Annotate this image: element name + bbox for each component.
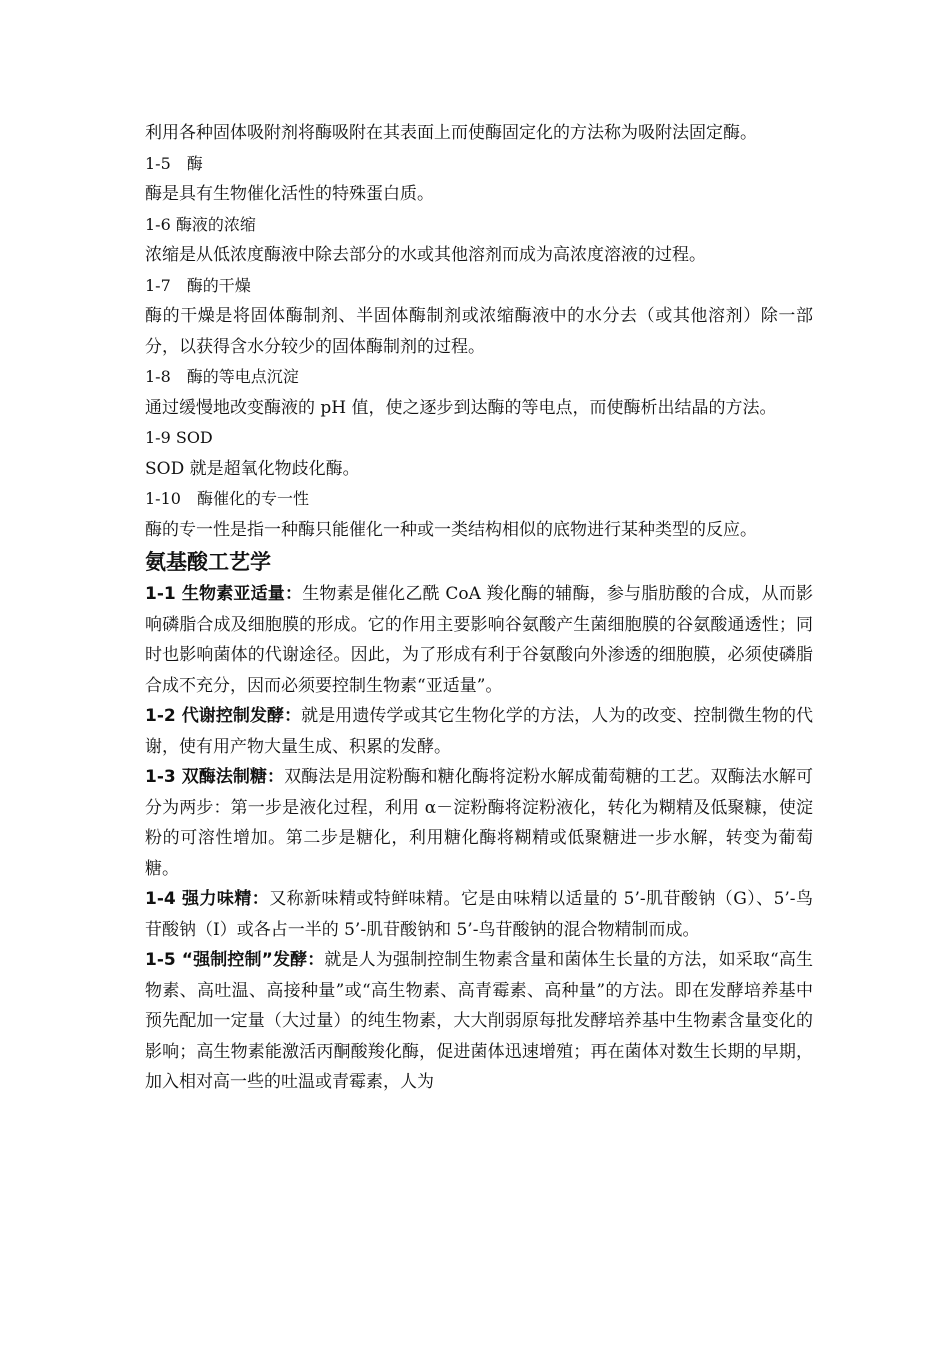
- section-item-1-5: [145, 945, 813, 1098]
- section-item-1-2: [145, 701, 813, 762]
- term-text: 就是用遗传学或其它生物化学的方法，人为的改变、控制微生物的代谢，使有用产物大量生成、积累的发酵。: [145, 706, 814, 757]
- entry-1-6: [145, 210, 813, 271]
- section-item-1-3: [145, 762, 813, 884]
- term-label: 1-4 强力味精：: [145, 889, 270, 909]
- entry-definition: 通过缓慢地改变酶液的 pH 值，使之逐步到达酶的等电点，而使酶析出结晶的方法。: [145, 397, 777, 418]
- term-text: 双酶法是用淀粉酶和糖化酶将淀粉水解成葡萄糖的工艺。双酶法水解可分为两步：第一步是液化过程，利用 α－淀粉酶将淀粉液化，转化为糊精及低聚糠，使淀粉的可溶性增加。第二步是糖化，利用糖化酶将糊精或低聚糖进一步水解，转变为葡萄糖。: [145, 767, 813, 879]
- section-item-1-4: [145, 884, 813, 945]
- entry-1-9: [145, 423, 813, 484]
- term-text: 就是人为强制控制生物素含量和菌体生长量的方法，如采取“高生物素、高吐温、高接种量”或“高生物素、高青霉素、高种量”的方法。即在发酵培养基中预先配加一定量（大过量）的纯生物素，大大削弱原每批发酵培养基中生物素含量变化的影响；高生物素能激活丙酮酸羧化酶，促进菌体迅速增殖；再在菌体对数生长期的早期，加入相对高一些的吐温或青霉素，人为: [145, 950, 813, 1092]
- entry-definition: 酶是具有生物催化活性的特殊蛋白质。: [145, 184, 434, 204]
- term-label: 1-3 双酶法制糖：: [145, 767, 285, 787]
- entry-1-7: [145, 271, 813, 363]
- section-title: 氨基酸工艺学: [145, 550, 271, 574]
- term-label: 1-2 代谢控制发酵：: [145, 706, 302, 726]
- term-text: 又称新味精或特鲜味精。它是由味精以适量的 5’-肌苷酸钠（G）、5’-鸟苷酸钠（I）或各占一半的 5’-肌苷酸钠和 5’-鸟苷酸钠的混合物精制而成。: [145, 889, 813, 940]
- entry-label: 1-6 酶液的浓缩: [145, 214, 256, 234]
- entry-label: 1-8 酶的等电点沉淀: [145, 367, 299, 386]
- entry-label: 1-9 SOD: [145, 428, 213, 447]
- entry-label: 1-7 酶的干燥: [145, 275, 251, 295]
- entry-definition: 浓缩是从低浓度酶液中除去部分的水或其他溶剂而成为高浓度溶液的过程。: [145, 245, 706, 265]
- term-text: 生物素是催化乙酰 CoA 羧化酶的辅酶，参与脂肪酸的合成，从而影响磷脂合成及细胞膜的形成。它的作用主要影响谷氨酸产生菌细胞膜的谷氨酸通透性；同时也影响菌体的代谢途径。因此，为了形成有利于谷氨酸向外渗透的细胞膜，必须使磷脂合成不充分，因而必须要控制生物素“亚适量”。: [145, 584, 813, 696]
- entry-1-8: [145, 362, 813, 423]
- term-label: 1-1 生物素亚适量：: [145, 584, 303, 604]
- entry-label: 1-10 酶催化的专一性: [145, 489, 309, 508]
- entry-1-5: [145, 149, 813, 210]
- document-page: [145, 118, 813, 1098]
- entry-definition: SOD 就是超氧化物歧化酶。: [145, 458, 360, 479]
- entry-label: 1-5 酶: [145, 153, 203, 173]
- section-item-1-1: [145, 579, 813, 701]
- intro-paragraph: 利用各种固体吸附剂将酶吸附在其表面上而使酶固定化的方法称为吸附法固定酶。: [145, 123, 757, 143]
- term-label: 1-5 “强制控制”发酵：: [145, 950, 325, 970]
- entry-definition: 酶的专一性是指一种酶只能催化一种或一类结构相似的底物进行某种类型的反应。: [145, 519, 757, 540]
- entry-definition: 酶的干燥是将固体酶制剂、半固体酶制剂或浓缩酶液中的水分去（或其他溶剂）除一部分，以获得含水分较少的固体酶制剂的过程。: [145, 306, 813, 357]
- entry-1-10: [145, 484, 813, 545]
